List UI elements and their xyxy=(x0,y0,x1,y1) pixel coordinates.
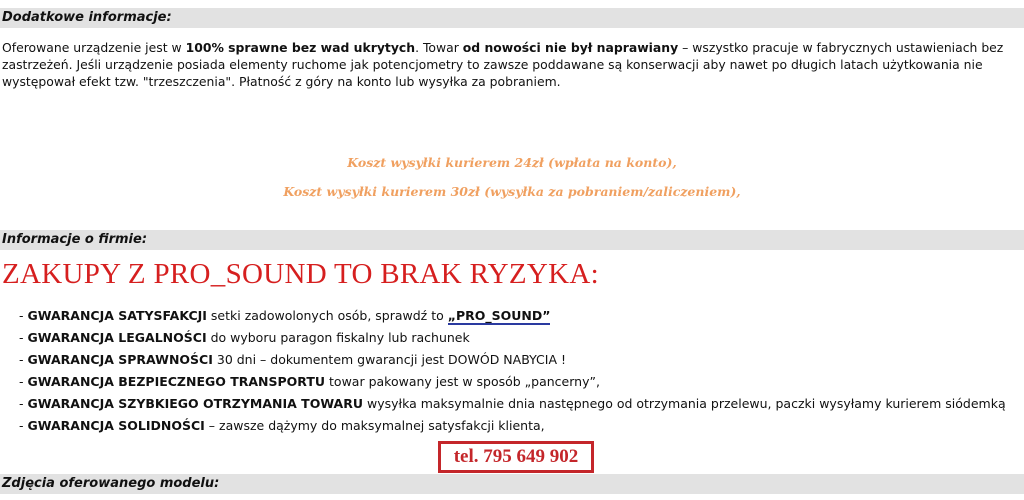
description-text: . Towar xyxy=(415,40,463,55)
guarantee-item-legality xyxy=(19,327,1006,349)
guarantee-title: GWARANCJA SATYSFAKCJI xyxy=(27,308,207,323)
guarantee-title: GWARANCJA BEZPIECZNEGO TRANSPORTU xyxy=(27,374,326,389)
guarantee-title: GWARANCJA SPRAWNOŚCI xyxy=(27,352,213,367)
section-header-photos: Zdjęcia oferowanego modelu: xyxy=(0,474,1024,494)
description-text: Oferowane urządzenie jest w xyxy=(2,40,186,55)
bullet-dash: - xyxy=(19,374,24,389)
bullet-dash: - xyxy=(19,396,24,411)
guarantee-item-satisfaction xyxy=(19,305,1006,327)
pro-sound-link[interactable]: „PRO_SOUND” xyxy=(447,308,551,323)
guarantee-item-reliability xyxy=(19,415,1006,437)
bullet-dash: - xyxy=(19,352,24,367)
section-header-additional-info: Dodatkowe informacje: xyxy=(0,8,1024,28)
guarantee-item-fast-delivery xyxy=(19,393,1006,415)
shipping-cost-prepaid: Koszt wysyłki kurierem 24zł (wpłata na konto), xyxy=(347,155,677,170)
guarantee-text: 30 dni – dokumentem gwarancji jest DOWÓD NABYCIA ! xyxy=(212,352,566,367)
guarantee-item-safe-transport xyxy=(19,371,1006,393)
company-headline: ZAKUPY Z PRO_SOUND TO BRAK RYZYKA: xyxy=(2,258,599,290)
guarantee-list xyxy=(19,305,1006,437)
guarantee-text: do wyboru paragon fiskalny lub rachunek xyxy=(206,330,470,345)
description-bold: 100% sprawne bez wad ukrytych xyxy=(185,40,416,55)
description-paragraph xyxy=(2,39,1014,90)
guarantee-text: wysyłka maksymalnie dnia następnego od otrzymania przelewu, paczki wysyłamy kurierem siódemką xyxy=(363,396,1006,411)
guarantee-text: – zawsze dążymy do maksymalnej satysfakcji klienta, xyxy=(204,418,545,433)
phone-number-box: tel. 795 649 902 xyxy=(438,441,594,473)
bullet-dash: - xyxy=(19,330,24,345)
bullet-dash: - xyxy=(19,308,24,323)
description-text: – wszystko pracuje w fabrycznych ustawieniach bez zastrzeżeń. Jeśli urządzenie posiada elementy ruchome jak potencjometry to zawsze poddawane są konserwacji aby nawet po długich latach użytkowania nie występował efekt tzw. "trzeszczenia". Płatność z góry na konto lub wysyłka za pobraniem. xyxy=(2,40,1004,89)
guarantee-item-functionality xyxy=(19,349,1006,371)
bullet-dash: - xyxy=(19,418,24,433)
guarantee-text: towar pakowany jest w sposób „pancerny”, xyxy=(325,374,600,389)
shipping-cost-cod: Koszt wysyłki kurierem 30zł (wysyłka za pobraniem/zaliczeniem), xyxy=(283,184,741,199)
guarantee-text: setki zadowolonych osób, sprawdź to xyxy=(206,308,448,323)
section-header-company-info: Informacje o firmie: xyxy=(0,230,1024,250)
description-bold: od nowości nie był naprawiany xyxy=(462,40,679,55)
guarantee-title: GWARANCJA LEGALNOŚCI xyxy=(27,330,207,345)
guarantee-title: GWARANCJA SOLIDNOŚCI xyxy=(27,418,205,433)
guarantee-title: GWARANCJA SZYBKIEGO OTRZYMANIA TOWARU xyxy=(27,396,364,411)
